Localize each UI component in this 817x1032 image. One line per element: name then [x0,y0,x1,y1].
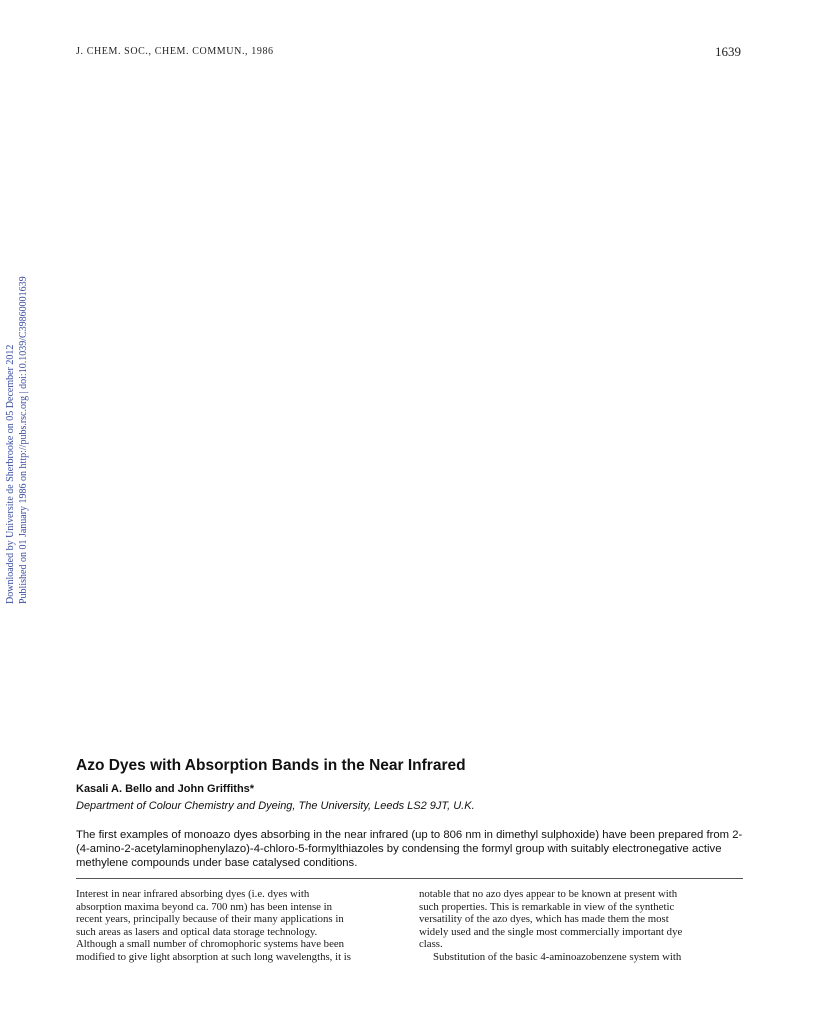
journal-header: J. CHEM. SOC., CHEM. COMMUN., 1986 [76,46,274,57]
body-line: Although a small number of chromophoric systems have been [76,938,345,951]
body-line: such properties. This is remarkable in view of the synthetic [419,900,675,913]
download-info[interactable]: Downloaded by Universite de Sherbrooke on 05 December 2012 [5,344,16,604]
body-line: Interest in near infrared absorbing dyes (i.e. dyes with [76,888,310,900]
article-authors: Kasali A. Bello and John Griffiths* [76,783,255,795]
body-line: modified to give light absorption at such long wavelengths, it is [76,950,351,963]
download-sidebar [4,244,34,604]
body-right-column [419,888,743,964]
page-number: 1639 [715,44,741,59]
article-abstract: The first examples of monoazo dyes absorbing in the near infrared (up to 806 nm in dimethyl sulphoxide) have been prepared from 2-(4-amino-2-acetylaminophenylazo)-4-chloro-5-formylthiazoles by condensing the formyl group with suitably electronegative active methylene compounds under base catalysed conditions. [76,829,743,869]
body-line: class. [419,938,443,951]
body-line: versatility of the azo dyes, which has made them the most [419,913,669,926]
body-line: notable that no azo dyes appear to be known at present with [419,888,678,900]
body-paragraph-start: Substitution of the basic 4-aminoazobenzene system with [433,950,682,963]
article-affiliation: Department of Colour Chemistry and Dyeing, The University, Leeds LS2 9JT, U.K. [76,800,475,812]
body-left-column [76,888,400,964]
abstract-divider [76,878,743,879]
publication-info[interactable]: Published on 01 January 1986 on http://pubs.rsc.org | doi:10.1039/C39860001639 [18,276,29,604]
body-line: such areas as lasers and optical data storage technology. [76,925,318,938]
body-line: absorption maxima beyond ca. 700 nm) has been intense in [76,900,333,913]
body-line: recent years, principally because of their many applications in [76,913,344,926]
body-line: widely used and the single most commercially important dye [419,925,683,938]
article-title: Azo Dyes with Absorption Bands in the Near Infrared [76,757,466,774]
